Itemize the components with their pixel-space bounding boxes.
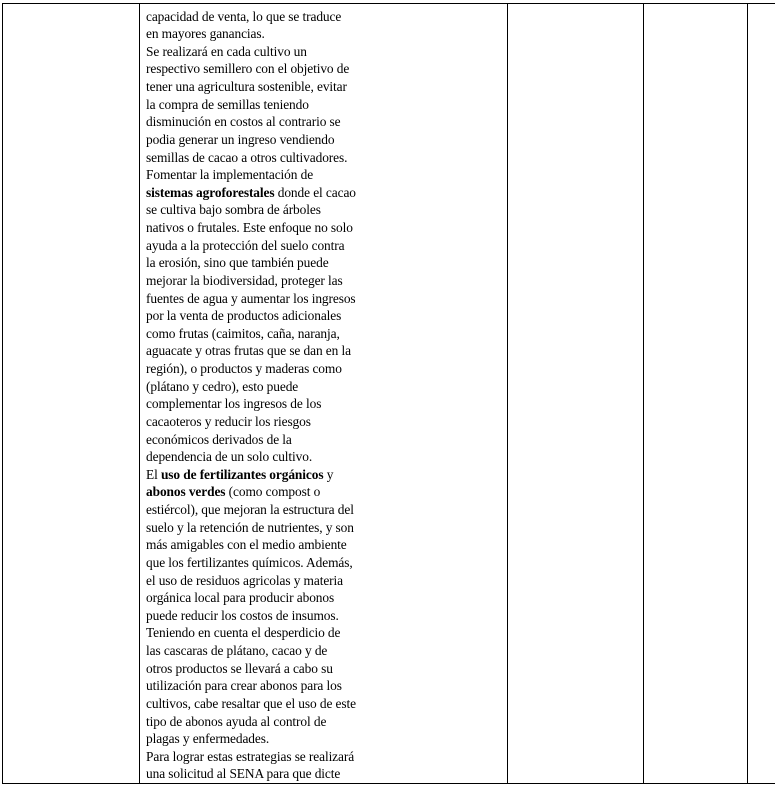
text-segment: plagas y enfermedades. xyxy=(146,731,270,747)
text-line xyxy=(146,166,502,184)
text-segment: (plátano y cedro), esto puede xyxy=(146,378,299,394)
text-line xyxy=(146,131,502,149)
text-segment: respectivo semillero con el objetivo de xyxy=(146,61,350,77)
text-line xyxy=(146,325,502,343)
text-line xyxy=(146,219,502,237)
text-line xyxy=(146,395,502,413)
text-segment: puede reducir los costos de insumos. xyxy=(146,607,339,623)
table-cell-empty-mid-2 xyxy=(643,4,747,783)
text-line xyxy=(146,624,502,642)
text-line xyxy=(146,60,502,78)
text-line xyxy=(146,536,502,554)
text-line xyxy=(146,572,502,590)
text-segment: la erosión, sino que también puede xyxy=(146,255,329,271)
text-segment: en mayores ganancias. xyxy=(146,26,265,42)
text-segment: capacidad de venta, lo que se traduce xyxy=(146,8,342,24)
text-segment: Fomentar la implementación de xyxy=(146,167,314,183)
text-line xyxy=(146,149,502,167)
text-segment: estiércol), que mejoran la estructura del xyxy=(146,502,354,517)
text-segment: orgánica local para producir abonos xyxy=(146,590,335,606)
text-segment: tipo de abonos ayuda al control de xyxy=(146,713,327,729)
text-line xyxy=(146,307,502,325)
text-segment: que los fertilizantes químicos. Además, xyxy=(146,554,353,570)
text-line xyxy=(146,483,502,501)
text-line xyxy=(146,237,502,255)
text-segment: las cascaras de plátano, cacao y de xyxy=(146,643,328,658)
text-segment: una solicitud al SENA para que dicte xyxy=(146,766,341,782)
bold-text-segment: uso de fertilizantes orgánicos xyxy=(160,466,324,482)
bold-text-segment: sistemas agroforestales xyxy=(146,184,275,200)
text-segment: (como compost o xyxy=(225,484,321,500)
table-cell-empty-mid xyxy=(507,4,643,783)
text-segment: como frutas (caimitos, caña, naranja, xyxy=(146,325,340,341)
text-segment: región), o productos y maderas como xyxy=(146,361,342,376)
text-line xyxy=(146,113,502,131)
text-line xyxy=(146,765,502,783)
text-segment: Teniendo en cuenta el desperdicio de xyxy=(146,625,341,641)
text-line xyxy=(146,378,502,396)
text-line xyxy=(146,466,502,484)
text-line xyxy=(146,96,502,114)
text-line xyxy=(146,78,502,96)
text-line xyxy=(146,290,502,308)
text-line xyxy=(146,677,502,695)
text-line xyxy=(146,607,502,625)
text-segment: complementar los ingresos de los xyxy=(146,396,322,412)
text-segment: fuentes de agua y aumentar los ingresos xyxy=(146,290,356,306)
document-table xyxy=(2,3,775,784)
text-line xyxy=(146,589,502,607)
bold-text-segment: abonos verdes xyxy=(146,484,226,500)
text-line xyxy=(146,184,502,202)
text-line xyxy=(146,8,502,26)
text-line xyxy=(146,431,502,449)
text-line xyxy=(146,360,502,378)
text-segment: semillas de cacao a otros cultivadores. xyxy=(146,149,348,165)
text-line xyxy=(146,342,502,360)
text-segment: El xyxy=(146,466,161,482)
text-segment: el uso de residuos agricolas y materia xyxy=(146,572,343,588)
text-segment: dependencia de un solo cultivo. xyxy=(146,449,313,465)
text-segment: se cultiva bajo sombra de árboles xyxy=(146,202,321,218)
text-segment: tener una agricultura sostenible, evitar xyxy=(146,79,347,94)
table-cell-empty-left xyxy=(2,4,139,783)
text-segment: Para lograr estas estrategias se realizará xyxy=(146,748,355,764)
text-segment: mejorar la biodiversidad, proteger las xyxy=(146,272,343,288)
text-line xyxy=(146,201,502,219)
text-segment: nativos o frutales. Este enfoque no solo xyxy=(146,220,353,235)
text-line xyxy=(146,43,502,61)
text-segment: cacaoteros y reducir los riesgos xyxy=(146,413,311,429)
text-segment: suelo y la retención de nutrientes, y son xyxy=(146,519,354,535)
text-line xyxy=(146,448,502,466)
text-segment: por la venta de productos adicionales xyxy=(146,308,342,324)
text-line xyxy=(146,519,502,537)
text-line xyxy=(146,713,502,731)
text-line xyxy=(146,730,502,748)
text-line xyxy=(146,501,502,519)
text-line xyxy=(146,642,502,660)
text-segment: aguacate y otras frutas que se dan en la xyxy=(146,343,351,359)
table-cell-body-text xyxy=(139,4,507,783)
text-line xyxy=(146,748,502,766)
text-segment: más amigables con el medio ambiente xyxy=(146,537,347,553)
text-cell-content xyxy=(146,8,502,784)
text-segment: otros productos se llevará a cabo su xyxy=(146,660,333,676)
table-cell-empty-right-cut xyxy=(747,4,775,783)
text-line xyxy=(146,25,502,43)
text-line xyxy=(146,254,502,272)
text-line xyxy=(146,554,502,572)
text-segment: utilización para crear abonos para los xyxy=(146,678,342,694)
text-line xyxy=(146,660,502,678)
text-line xyxy=(146,695,502,713)
text-segment: podia generar un ingreso vendiendo xyxy=(146,131,335,147)
text-segment: y xyxy=(323,466,334,482)
text-segment: cultivos, cabe resaltar que el uso de este xyxy=(146,695,356,711)
text-line xyxy=(146,413,502,431)
text-segment: disminución en costos al contrario se xyxy=(146,114,341,130)
text-segment: ayuda a la protección del suelo contra xyxy=(146,237,345,253)
text-segment: económicos derivados de la xyxy=(146,431,292,447)
text-segment: Se realizará en cada cultivo un xyxy=(146,43,307,59)
text-segment: donde el cacao xyxy=(274,184,356,200)
text-line xyxy=(146,272,502,290)
text-segment: la compra de semillas teniendo xyxy=(146,96,309,112)
